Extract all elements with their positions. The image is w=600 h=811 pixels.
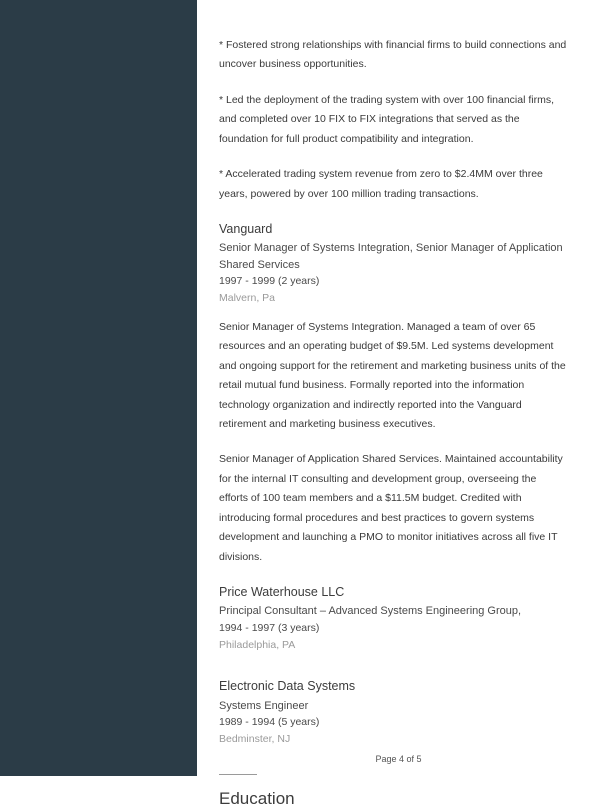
job-location: Bedminster, NJ [219,733,291,746]
section-divider [219,774,257,775]
job-dates: 1989 - 1994 (5 years) [219,716,320,729]
job-description: Senior Manager of Application Shared Services. Maintained accountability for the internal IT consulting and development group, overseeing the efforts of 100 team members and a $11.5M budget. Credited with introducing formal procedures and best practices to govern systems development and launching a PMO to monitor initiatives across all five IT divisions. [219,453,563,563]
document-content [197,0,600,808]
experience-entry [219,677,568,747]
job-title: Principal Consultant – Advanced Systems Engineering Group, [219,605,522,618]
section-heading-education: Education [219,788,295,808]
experience-entry [219,220,568,567]
job-description-block [219,318,568,567]
experience-entry [219,583,568,653]
bullet-paragraph: * Fostered strong relationships with financial firms to build connections and uncover business opportunities. [219,39,567,71]
company-name: Vanguard [219,221,273,236]
bullet-paragraph: * Accelerated trading system revenue from zero to $2.4MM over three years, powered by over 100 million trading transactions. [219,168,543,200]
company-name: Price Waterhouse LLC [219,584,345,599]
job-location: Philadelphia, PA [219,638,296,651]
job-description: Senior Manager of Systems Integration. Managed a team of over 65 resources and an operating budget of $9.5M. Led systems development and ongoing support for the retirement and marketing business units of the retail mutual fund business. Formally reported into the information technology organization and indirectly reported into the Vanguard retirement and marketing business executives. [219,320,566,431]
job-dates: 1997 - 1999 (2 years) [219,275,320,288]
job-title: Senior Manager of Systems Integration, Senior Manager of Application Shared Services [219,242,563,271]
sidebar-accent-bar [0,0,197,776]
page-footer: Page 4 of 5 [375,754,422,764]
company-name: Electronic Data Systems [219,679,356,694]
job-title: Systems Engineer [219,699,309,712]
bullet-paragraph: * Led the deployment of the trading system with over 100 financial firms, and completed over 10 FIX to FIX integrations that served as the foundation for full product compatibility and integration. [219,93,555,145]
job-dates: 1994 - 1997 (3 years) [219,621,320,634]
job-location: Malvern, Pa [219,292,276,305]
